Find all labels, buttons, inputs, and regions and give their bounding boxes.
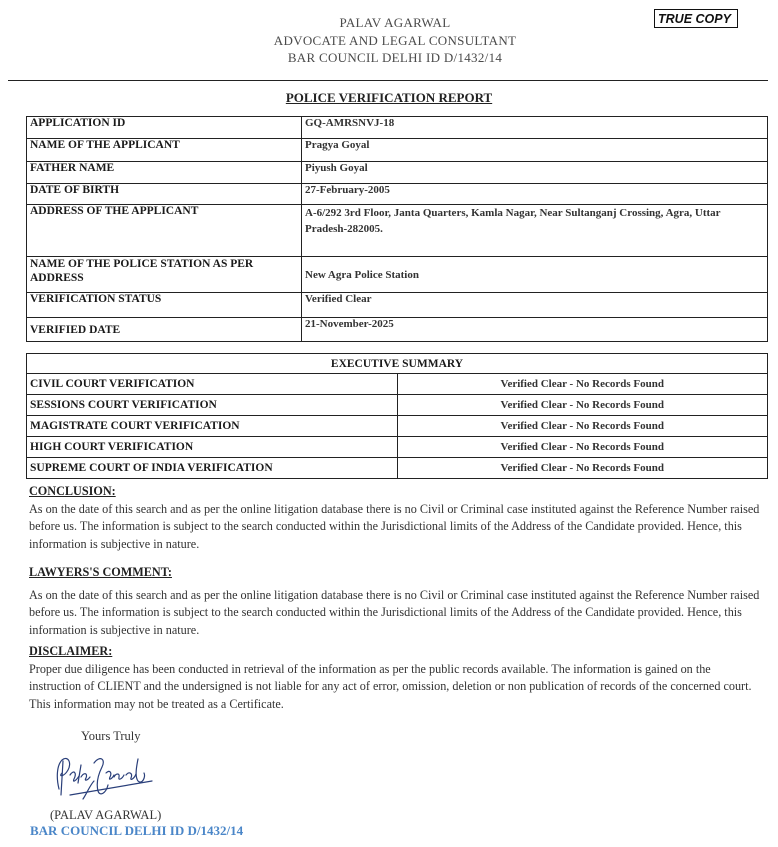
details-label: VERIFICATION STATUS	[27, 293, 302, 318]
advocate-designation: ADVOCATE AND LEGAL CONSULTANT	[273, 32, 517, 48]
summary-row	[27, 458, 768, 479]
lawyers-comment-text: As on the date of this search and as per the online litigation database there is no Civil or Criminal case instituted against the Reference Number raised before us. The information is subject to the search conducted within the Jurisdictional limits of the Address of the Candidate provided. Hence, this information is subjective in nature.	[29, 587, 760, 637]
disclaimer-text: Proper due diligence has been conducted in retrieval of the information as per the public records available. The information is gained on the instruction of CLIENT and the undersigned is not liable for any act of error, omission, deletion or non publication of records of the concerned court. This information may not be treated as a Certificate.	[29, 661, 752, 711]
details-label: ADDRESS OF THE APPLICANT	[27, 205, 302, 257]
details-value: A-6/292 3rd Floor, Janta Quarters, Kamla Nagar, Near Sultanganj Crossing, Agra, Uttar Pradesh-282005.	[302, 205, 768, 257]
disclaimer-heading: DISCLAIMER:	[29, 644, 113, 658]
header-divider	[8, 80, 768, 81]
summary-title: EXECUTIVE SUMMARY	[27, 354, 768, 374]
details-row	[27, 293, 768, 318]
disclaimer-section	[29, 643, 764, 713]
summary-row	[27, 437, 768, 458]
details-label: NAME OF THE POLICE STATION AS PER ADDRESS	[27, 257, 302, 293]
bar-council-id: BAR COUNCIL DELHI ID D/1432/14	[287, 50, 503, 65]
summary-label: SESSIONS COURT VERIFICATION	[27, 395, 398, 416]
details-value: 21-November-2025	[302, 318, 768, 342]
footer-bar-council-id: BAR COUNCIL DELHI ID D/1432/14	[30, 823, 244, 838]
details-value: 27-February-2005	[302, 184, 768, 205]
summary-value: Verified Clear - No Records Found	[397, 416, 768, 437]
details-value: New Agra Police Station	[302, 257, 768, 293]
conclusion-section	[29, 483, 764, 553]
details-label: DATE OF BIRTH	[27, 184, 302, 205]
summary-value: Verified Clear - No Records Found	[397, 458, 768, 479]
conclusion-heading: CONCLUSION:	[29, 484, 116, 498]
summary-row	[27, 395, 768, 416]
details-row	[27, 117, 768, 139]
true-copy-stamp: TRUE COPY	[654, 9, 738, 28]
lawyers-comment-section	[29, 564, 764, 639]
details-row	[27, 318, 768, 342]
details-label: FATHER NAME	[27, 162, 302, 184]
advocate-name: PALAV AGARWAL	[339, 15, 451, 30]
closing-salutation: Yours Truly	[81, 729, 141, 743]
details-value: Verified Clear	[302, 293, 768, 318]
report-title: POLICE VERIFICATION REPORT	[285, 90, 493, 105]
summary-row	[27, 374, 768, 395]
details-value: Pragya Goyal	[302, 139, 768, 162]
details-row	[27, 162, 768, 184]
summary-header-row	[27, 354, 768, 374]
conclusion-text: As on the date of this search and as per the online litigation database there is no Civil or Criminal case instituted against the Reference Number raised before us. The information is subject to the search conducted within the Jurisdictional limits of the Address of the Candidate provided. Hence, this information is subjective in nature.	[29, 501, 760, 551]
lawyers-comment-heading: LAWYERS'S COMMENT:	[29, 565, 172, 579]
summary-value: Verified Clear - No Records Found	[397, 374, 768, 395]
details-value: Piyush Goyal	[302, 162, 768, 184]
summary-row	[27, 416, 768, 437]
details-value: GQ-AMRSNVJ-18	[302, 117, 768, 139]
summary-value: Verified Clear - No Records Found	[397, 395, 768, 416]
summary-label: MAGISTRATE COURT VERIFICATION	[27, 416, 398, 437]
details-row	[27, 257, 768, 293]
executive-summary-table	[26, 353, 768, 479]
signer-name: (PALAV AGARWAL)	[50, 808, 162, 822]
details-row	[27, 139, 768, 162]
applicant-details-table	[26, 116, 768, 342]
signature	[50, 755, 160, 803]
details-row	[27, 184, 768, 205]
summary-label: HIGH COURT VERIFICATION	[27, 437, 398, 458]
summary-value: Verified Clear - No Records Found	[397, 437, 768, 458]
summary-label: SUPREME COURT OF INDIA VERIFICATION	[27, 458, 398, 479]
summary-label: CIVIL COURT VERIFICATION	[27, 374, 398, 395]
details-label: NAME OF THE APPLICANT	[27, 139, 302, 162]
details-label: APPLICATION ID	[27, 117, 302, 139]
details-row	[27, 205, 768, 257]
details-label: VERIFIED DATE	[27, 318, 302, 342]
